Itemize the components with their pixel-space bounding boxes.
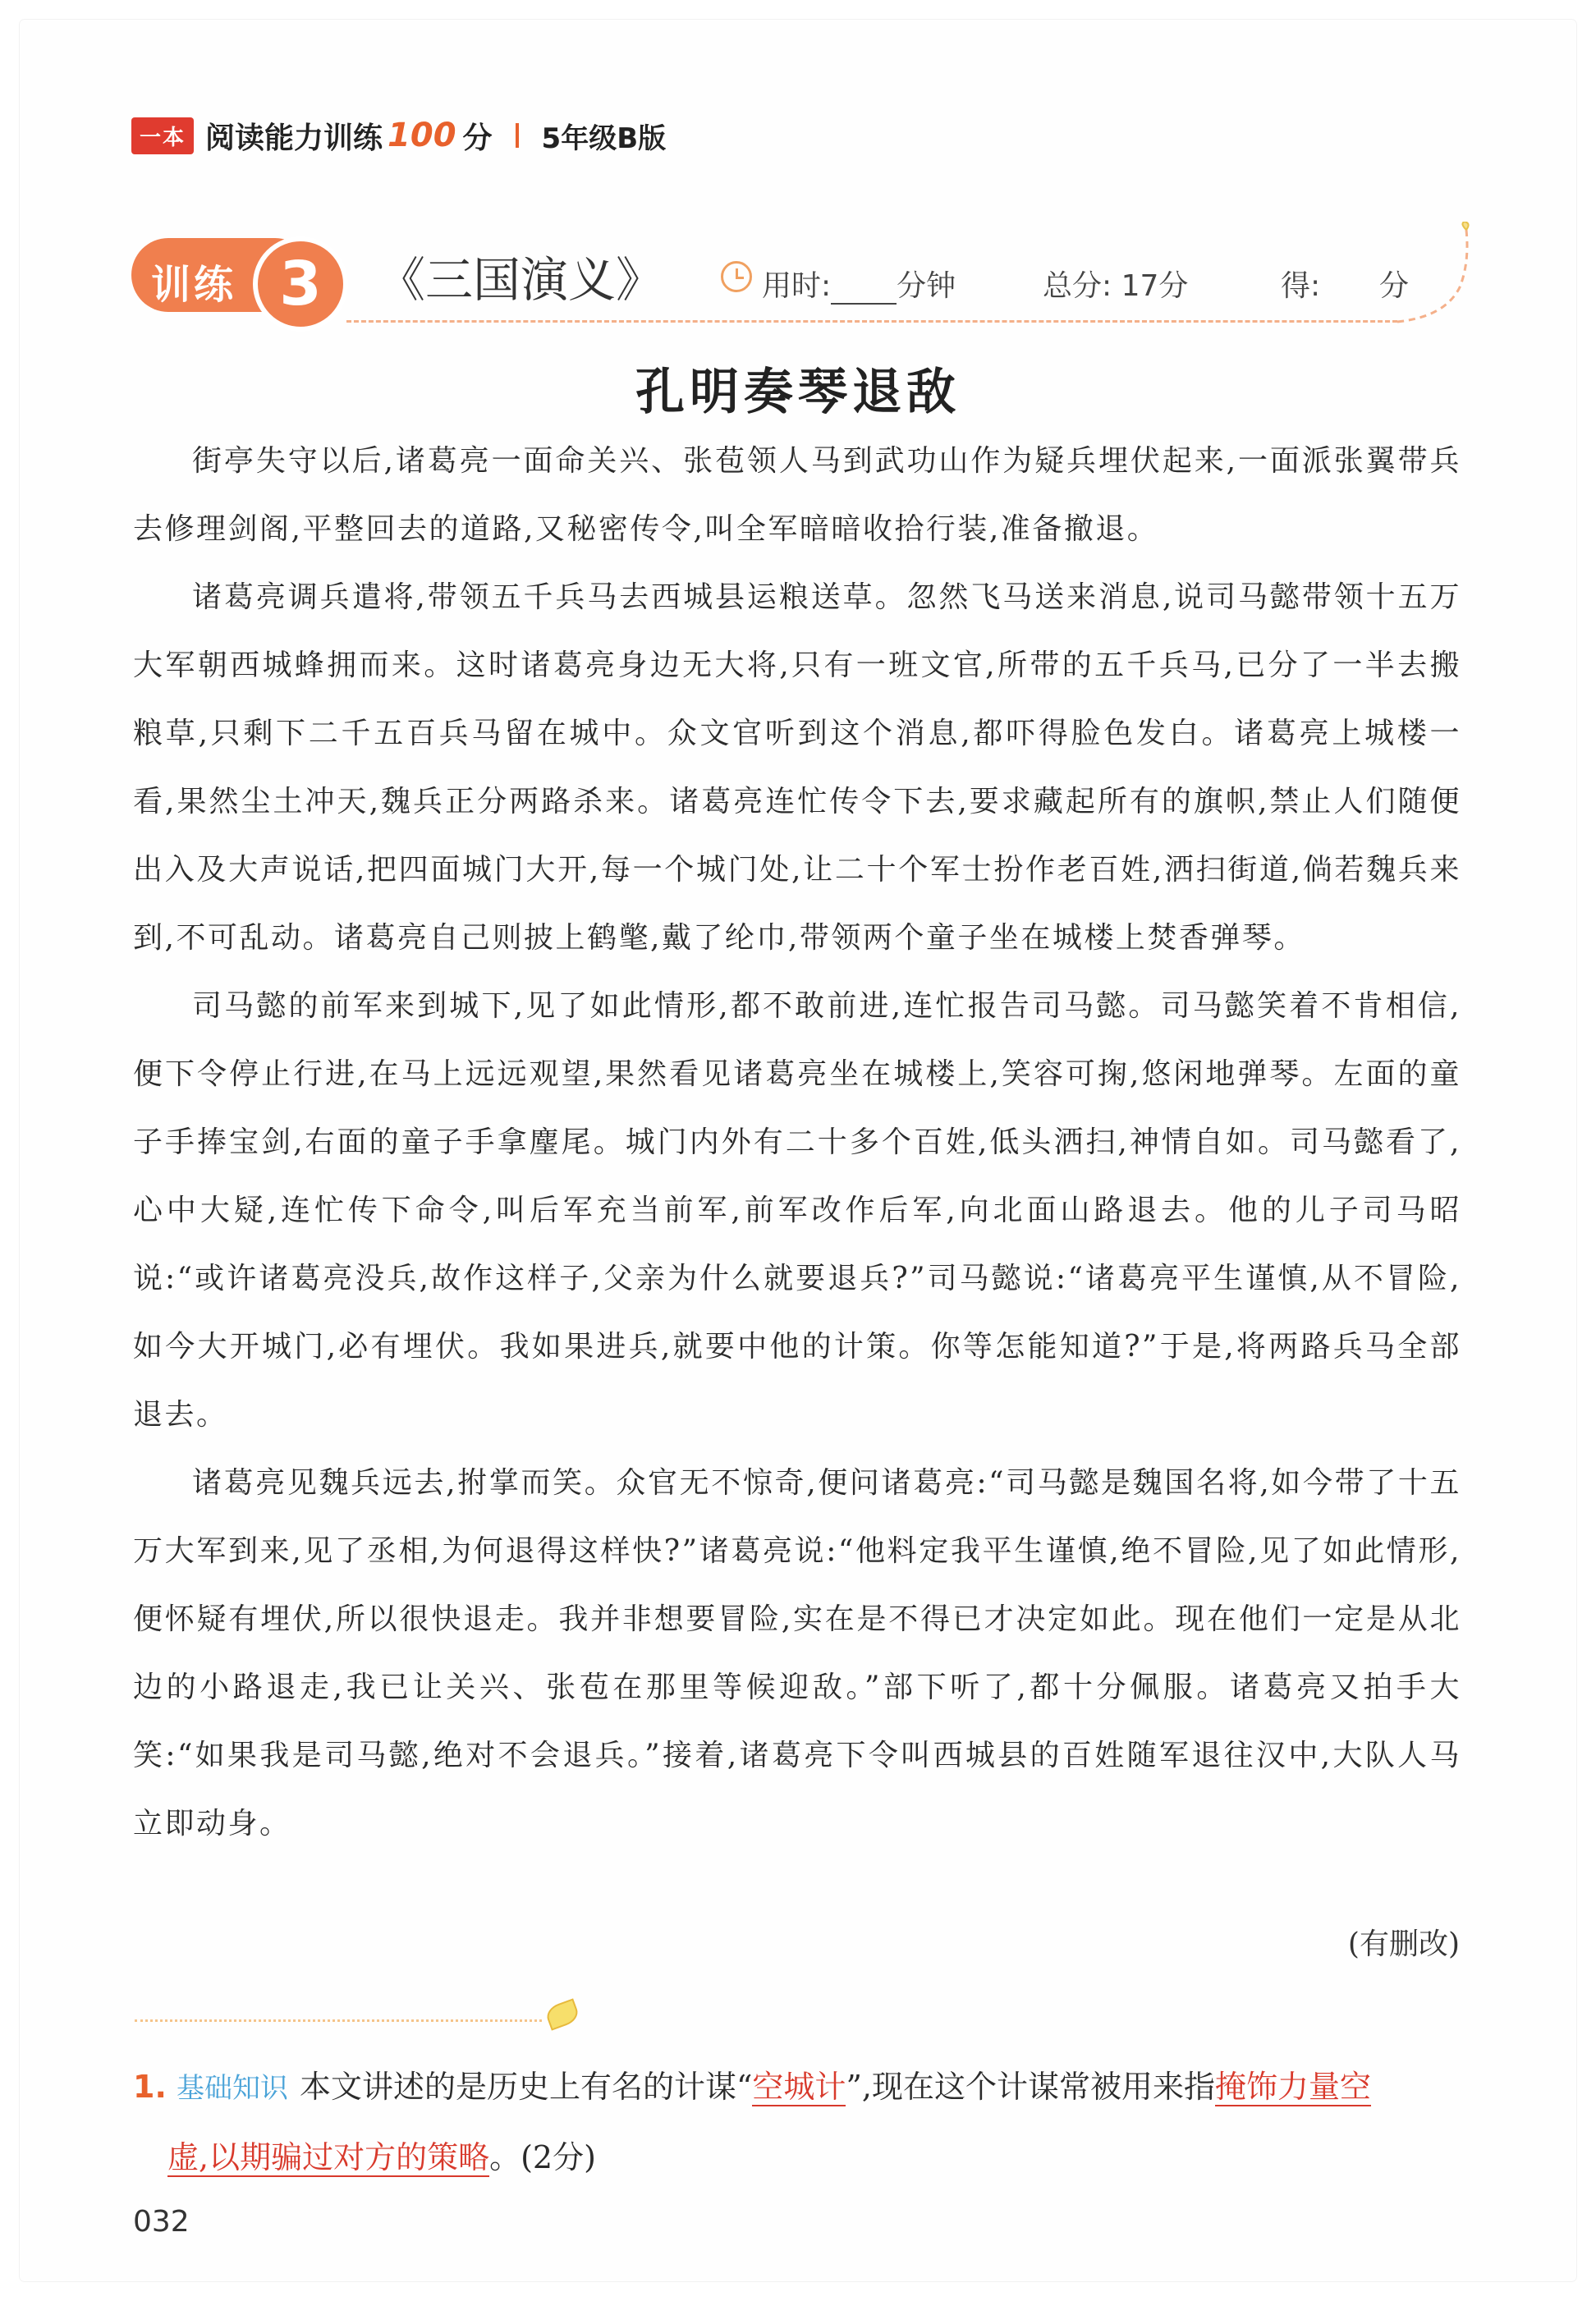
clock-icon [721, 261, 752, 292]
question-tag: 基础知识 [176, 2072, 288, 2105]
question-number: 1. [133, 2069, 167, 2105]
question-line-2 [133, 2123, 1461, 2192]
exercise-banner [131, 222, 1461, 337]
banner-curl-decoration [1387, 222, 1486, 323]
section-divider [135, 2019, 542, 2022]
exercise-pill [131, 238, 322, 319]
header-separator [516, 123, 519, 148]
paragraph: 诸葛亮见魏兵远去,拊掌而笑。众官无不惊奇,便问诸葛亮:“司马懿是魏国名将,如今带了十五万大军到来,见了丞相,为何退得这样快?”诸葛亮说:“他料定我平生谨慎,绝不冒险,见了如此情形,便怀疑有埋伏,所以很快退走。我并非想要冒险,实在是不得已才决定如此。现在他们一定是从北边的小路退走,我已让关兴、张苞在那里等候迎敌。”部下听了,都十分佩服。诸葛亮又拍手大笑:“如果我是司马懿,绝对不会退兵。”接着,诸葛亮下令叫西城县的百姓随军退往汉中,大队人马立即动身。 [133, 1466, 1461, 1840]
brand-logo: 一本 [131, 117, 194, 154]
series-name: 阅读能力训练 [205, 121, 383, 155]
question-line-1 [133, 2052, 1461, 2123]
page-number: 032 [133, 2205, 190, 2239]
score-unit: 分 [1379, 269, 1410, 303]
question-1 [133, 2052, 1461, 2192]
total-score: 总分: 17分 [1043, 269, 1189, 303]
series-header [131, 115, 666, 156]
answer-blank-1[interactable]: 空城计 [752, 2069, 846, 2105]
question-text: 。(2分) [489, 2139, 596, 2175]
answer-blank-2-cont[interactable]: 虚,以期骗过对方的策略 [167, 2139, 490, 2175]
article-body [133, 427, 1461, 1858]
series-score: 100 [388, 117, 456, 154]
answer-blank-2[interactable]: 掩饰力量空 [1214, 2069, 1371, 2105]
series-unit: 分 [462, 121, 493, 155]
time-unit: 分钟 [897, 269, 956, 303]
exercise-number-badge [253, 236, 348, 332]
exercise-label: 训练 [151, 262, 237, 308]
paragraph: 街亭失守以后,诸葛亮一面命关兴、张苞领人马到武功山作为疑兵埋伏起来,一面派张翼带兵去修理剑阁,平整回去的道路,又秘密传令,叫全军暗暗收拾行装,准备撤退。 [133, 444, 1461, 546]
exercise-number: 3 [279, 249, 322, 319]
paragraph: 诸葛亮调兵遣将,带领五千兵马去西城县运粮送草。忽然飞马送来消息,说司马懿带领十五万大军朝西城蜂拥而来。这时诸葛亮身边无大将,只有一班文官,所带的五千兵马,已分了一半去搬粮草,只剩下二千五百兵马留在城中。众文官听到这个消息,都吓得脸色发白。诸葛亮上城楼一看,果然尘土冲天,魏兵正分两路杀来。诸葛亮连忙传令下去,要求藏起所有的旗帜,禁止人们随便出入及大声说话,把四面城门大开,每一个城门处,让二十个军士扮作老百姓,洒扫街道,倘若魏兵来到,不可乱动。诸葛亮自己则披上鹤氅,戴了纶巾,带领两个童子坐在城楼上焚香弹琴。 [133, 580, 1461, 955]
time-blank[interactable] [831, 278, 897, 305]
time-field [762, 263, 956, 305]
paragraph: 司马懿的前军来到城下,见了如此情形,都不敢前进,连忙报告司马懿。司马懿笑着不肯相信,便下令停止行进,在马上远远观望,果然看见诸葛亮坐在城楼上,笑容可掬,悠闲地弹琴。左面的童子手捧宝剑,右面的童子手拿麈尾。城门内外有二十多个百姓,低头洒扫,神情自如。司马懿看了,心中大疑,连忙传下命令,叫后军充当前军,前军改作后军,向北面山路退去。他的儿子司马昭说:“或许诸葛亮没兵,故作这样子,父亲为什么就要退兵?”司马懿说:“诸葛亮平生谨慎,从不冒险,如今大开城门,必有埋伏。我如果进兵,就要中他的计策。你等怎能知道?”于是,将两路兵马全部退去。 [133, 989, 1461, 1432]
source-note: (有删改) [1347, 1927, 1460, 1961]
question-text: ”,现在这个计谋常被用来指 [846, 2069, 1215, 2105]
banner-dashed-line [346, 320, 1397, 323]
time-label: 用时: [762, 269, 832, 303]
grade-label: 5年级B版 [541, 121, 667, 155]
article-title: 孔明奏琴退敌 [635, 364, 961, 421]
lesson-title: 《三国演义》 [378, 252, 664, 308]
question-text: 本文讲述的是历史上有名的计谋“ [299, 2069, 753, 2105]
score-label: 得: [1281, 269, 1321, 303]
